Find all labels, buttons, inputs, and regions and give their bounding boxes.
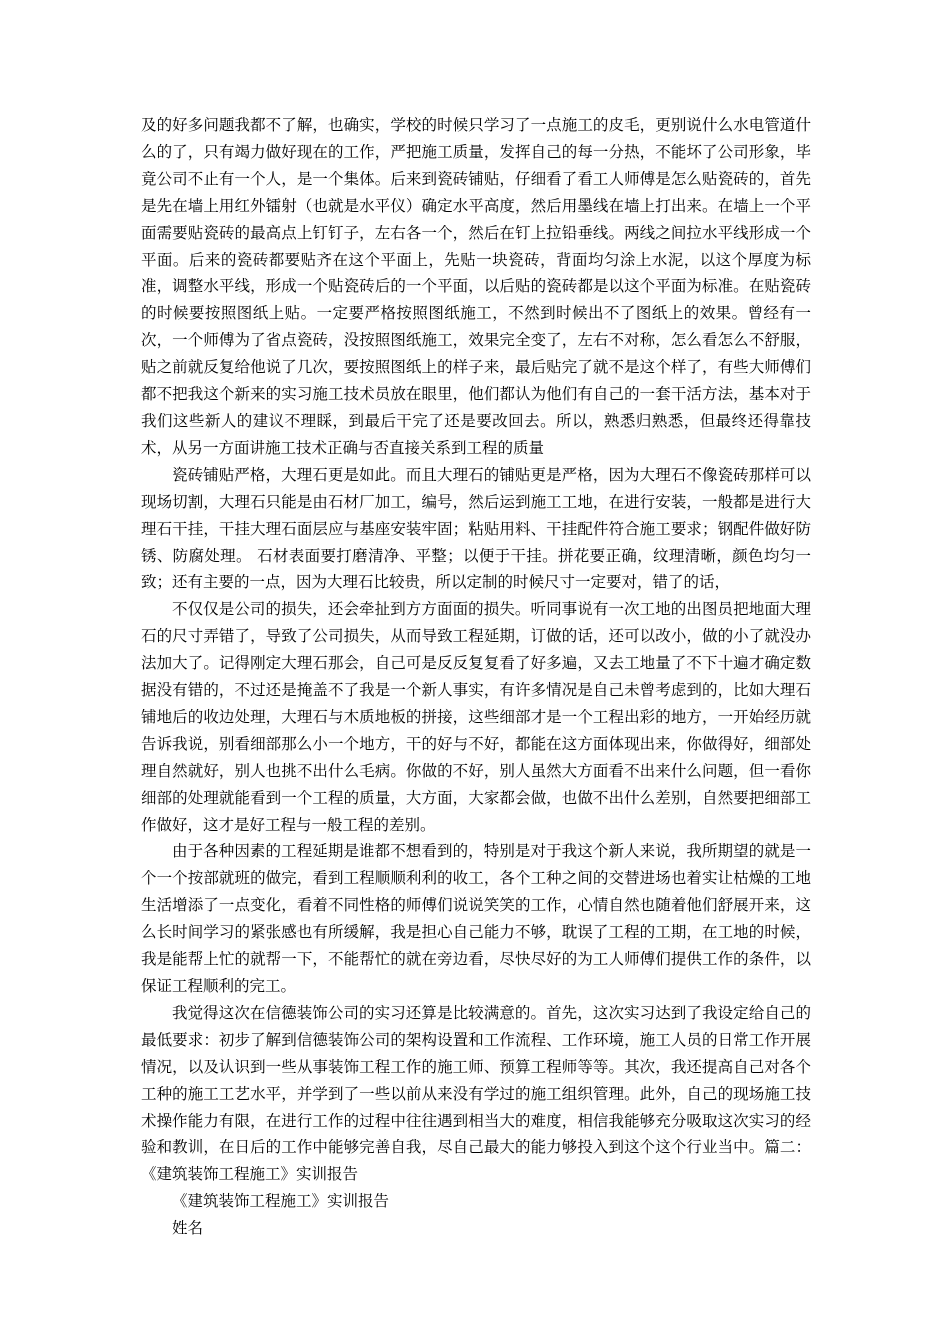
paragraph-marble-requirements: 瓷砖铺贴严格，大理石更是如此。而且大理石的铺贴更是严格，因为大理石不像瓷砖那样可以现场切割，大理石只能是由石材厂加工，编号，然后运到施工工地，在进行安装，一般都是进行大理石干挂，干挂大理石面层应与基座安装牢固；粘贴用料、干挂配件符合施工要求；钢配件做好防锈、防腐处理。 石材表面要打磨清净、平整；以便于干挂。拼花要正确，纹理清晰，颜色均匀一致；还有主要的一点，因为大理石比较贵，所以定制的时候尺寸一定要对，错了的话， [141, 465, 811, 592]
paragraph-schedule: 由于各种因素的工程延期是谁都不想看到的，特别是对于我这个新人来说，我所期望的就是一个一个按部就班的做完，看到工程顺顺利利的收工，各个工种之间的交替进场也着实让枯燥的工地生活增添了一点变化，看着不同性格的师傅们说说笑笑的工作，心情自然也随着他们舒展开来，这么长时间学习的紧张感也有所缓解，我是担心自己能力不够，耽误了工程的工期，在工地的时候，我是能帮上忙的就帮一下，不能帮忙的就在旁边看，尽快尽好的为工人师傅们提供工作的条件，以保证工程顺利的完工。 [141, 842, 811, 995]
document-body [141, 112, 811, 1242]
paragraph-tile-installation: 及的好多问题我都不了解，也确实，学校的时候只学习了一点施工的皮毛，更别说什么水电管道什么的了，只有竭力做好现在的工作，严把施工质量，发挥自己的每一分热，不能坏了公司形象，毕竟公司不止有一个人，是一个集体。后来到瓷砖铺贴，仔细看了看工人师傅是怎么贴瓷砖的，首先是先在墙上用红外镭射（也就是水平仪）确定水平高度，然后用墨线在墙上打出来。在墙上一个平面需要贴瓷砖的最高点上钉钉子，左右各一个，然后在钉上拉铅垂线。两线之间拉水平线形成一个平面。后来的瓷砖都要贴齐在这个平面上，先贴一块瓷砖，背面均匀涂上水泥，以这个厚度为标准，调整水平线，形成一个贴瓷砖后的一个平面，以后贴的瓷砖都是以这个平面为标准。在贴瓷砖的时候要按照图纸上贴。一定要严格按照图纸施工，不然到时候出不了图纸上的效果。曾经有一次，一个师傅为了省点瓷砖，没按照图纸施工，效果完全变了，左右不对称，怎么看怎么不舒服，贴之前就反复给他说了几次，要按照图纸上的样子来，最后贴完了就不是这个样了，有些大师傅们都不把我这个新来的实习施工技术员放在眼里，他们都认为他们有自己的一套干活方法，基本对于我们这些新人的建议不理睬，到最后干完了还是要改回去。所以，熟悉归熟悉，但最终还得靠技术，从另一方面讲施工技术正确与否直接关系到工程的质量 [141, 116, 811, 457]
name-label: 姓名 [172, 1219, 204, 1238]
report-title: 《建筑装饰工程施工》实训报告 [172, 1192, 390, 1211]
paragraph-summary: 我觉得这次在信德装饰公司的实习还算是比较满意的。首先，这次实习达到了我设定给自己的最低要求：初步了解到信德装饰公司的架构设置和工作流程、工作环境，施工人员的日常工作开展情况，以及认识到一些从事装饰工程工作的施工师、预算工程师等等。其次，我还提高自己对各个工种的施工工艺水平，并学到了一些以前从来没有学过的施工组织管理。此外，自己的现场施工技术操作能力有限，在进行工作的过程中往往遇到相当大的难度，相信我能够充分吸取这次实习的经验和教训，在日后的工作中能够完善自我，尽自己最大的能力够投入到这个这个行业当中。篇二：《建筑装饰工程施工》实训报告 [141, 1003, 811, 1184]
paragraph-marble-losses: 不仅仅是公司的损失，还会牵扯到方方面面的损失。听同事说有一次工地的出图员把地面大理石的尺寸弄错了，导致了公司损失，从而导致工程延期，订做的话，还可以改小，做的小了就没办法加大了。记得刚定大理石那会，自己可是反反复复看了好多遍，又去工地量了不下十遍才确定数据没有错的，不过还是掩盖不了我是一个新人事实，有许多情况是自己未曾考虑到的，比如大理石铺地后的收边处理，大理石与木质地板的拼接，这些细部才是一个工程出彩的地方，一开始经历就告诉我说，别看细部那么小一个地方，干的好与不好，都能在这方面体现出来，你做得好，细部处理自然就好，别人也挑不出什么毛病。你做的不好，别人虽然大方面看不出来什么问题，但一看你细部的处理就能看到一个工程的质量，大方面，大家都会做，也做不出什么差别，自然要把细部工作做好，这才是好工程与一般工程的差别。 [141, 600, 811, 834]
